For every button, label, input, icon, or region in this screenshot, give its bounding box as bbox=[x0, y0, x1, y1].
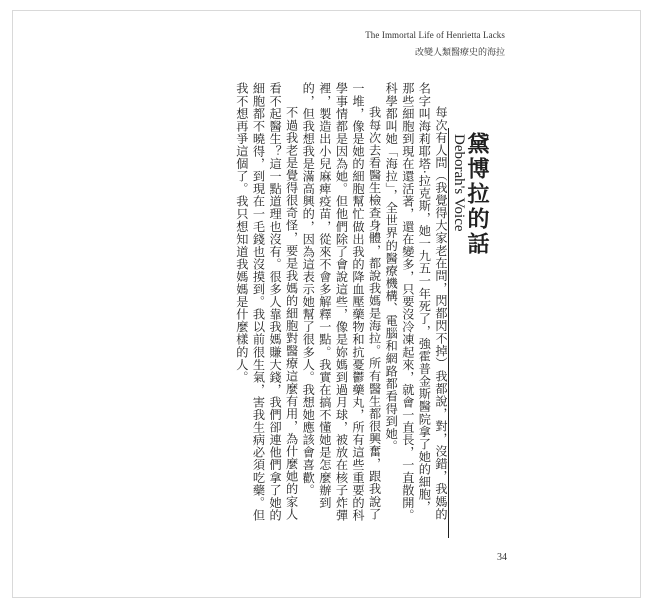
running-header-chinese: 改變人類醫療史的海拉 bbox=[414, 48, 505, 58]
running-header-english: The Immortal Life of Henrietta Lacks bbox=[365, 30, 505, 40]
body-text bbox=[233, 82, 449, 522]
paragraph: 每次有人問（我覺得大家老在問，閃都閃不掉）我都說，對，沒錯，我媽的名字叫海莉耶塔·拉克斯，她一九五一年死了，強霍普金斯醫院拿了她的細胞，那些細胞到現在還活著，還在變多，只要沒冷凍起來，就會一直長，一直散開。科學都叫她「海拉」，全世界的醫療機構、電腦和網路都看得到她。 bbox=[384, 82, 448, 522]
paragraph: 我每次去看醫生檢查身體，都說我媽是海拉。所有醫生都很興奮，跟我說了一堆，像是她的細胞幫忙做出我的降血壓藥物和抗憂鬱藥丸，所有這些重要的科學事情都是因為她。但他們除了會說這些，像是妳媽到過月球，被放在核子炸彈裡，製造出小兒麻痺疫苗，從來不會多解釋一點。我實在搞不懂她是怎麼辦到的，但我想我是滿高興的，因為這表示她幫了很多人。我想她應該會喜歡。 bbox=[301, 82, 382, 522]
section-title-chinese: 黛博拉的話 bbox=[464, 132, 490, 257]
paragraph: 不過我老是覺得很奇怪，要是我媽的細胞對醫療這麼有用，為什麼她的家人看不起醫生？這一點道理也沒有。很多人靠我媽賺大錢，我們卻連他們拿了她的細胞都不曉得，到現在一毛錢也沒摸到。我以前很生氣，害我生病必須吃藥。但我不想再爭這個了。我只想知道我媽媽是什麼樣的人。 bbox=[234, 82, 299, 522]
section-title-english: Deborah's Voice bbox=[451, 134, 467, 232]
page-number: 34 bbox=[497, 552, 507, 563]
